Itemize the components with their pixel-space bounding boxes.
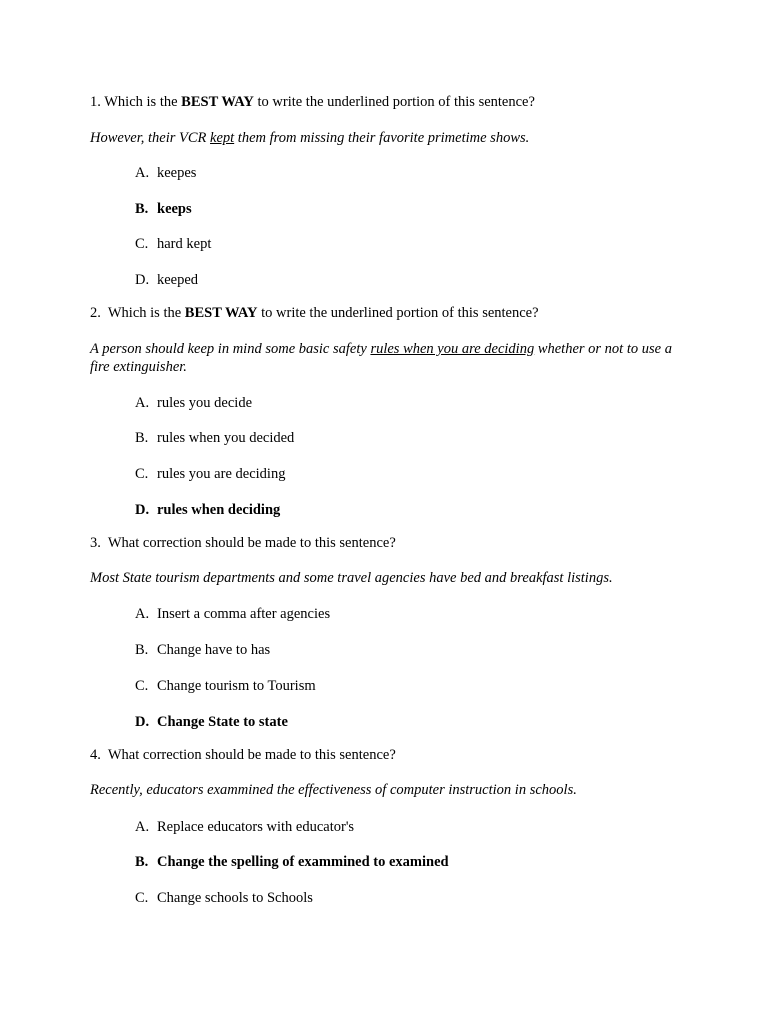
prompt-emphasis: BEST WAY <box>181 94 254 110</box>
option-text: Change the spelling of exammined to examined <box>157 854 449 870</box>
q2-option-c <box>135 465 285 483</box>
option-text: Change State to state <box>157 714 288 730</box>
option-text: Change schools to Schools <box>157 890 313 906</box>
q1-option-b-correct <box>135 200 192 218</box>
q3-option-c <box>135 677 316 695</box>
prompt-text: Which is the <box>104 94 182 110</box>
option-letter: A. <box>135 819 150 835</box>
question-number: 4. <box>90 747 101 763</box>
q1-option-a <box>135 164 196 182</box>
option-text: rules when you decided <box>157 430 295 446</box>
option-text: Insert a comma after agencies <box>157 606 331 622</box>
prompt-emphasis: BEST WAY <box>184 305 258 321</box>
prompt-text: to write the underlined portion of this sentence? <box>253 94 535 110</box>
sentence-text: whether or not to use a fire extinguisher. <box>90 341 672 375</box>
option-letter: B. <box>135 430 149 446</box>
q4-option-a <box>135 818 354 836</box>
question-3-sentence: Most State tourism departments and some travel agencies have bed and breakfast listings. <box>90 570 613 586</box>
option-letter: B. <box>135 201 149 217</box>
prompt-text: What correction should be made to this sentence? <box>107 535 396 551</box>
underlined-portion: rules when you are deciding <box>370 341 535 357</box>
q3-option-a <box>135 605 330 623</box>
option-text: Replace educators with educator's <box>157 819 355 835</box>
option-letter: C. <box>135 890 149 906</box>
question-number: 1. <box>90 94 101 110</box>
option-letter: C. <box>135 678 149 694</box>
sentence-text: them from missing their favorite primetime shows. <box>234 130 530 146</box>
question-3-prompt <box>90 534 396 552</box>
question-number: 3. <box>90 535 101 551</box>
option-text: rules you decide <box>157 395 253 411</box>
option-letter: A. <box>135 395 150 411</box>
q1-option-d <box>135 271 198 289</box>
q3-option-b <box>135 641 270 659</box>
sentence-text: A person should keep in mind some basic safety <box>90 341 371 357</box>
question-2-prompt <box>90 304 539 322</box>
option-text: rules you are deciding <box>157 466 286 482</box>
question-2-sentence <box>90 340 675 376</box>
option-text: Change tourism to Tourism <box>157 678 316 694</box>
option-text: Change have to has <box>157 642 271 658</box>
question-4-sentence: Recently, educators exammined the effectiveness of computer instruction in schools. <box>90 782 577 798</box>
option-letter: A. <box>135 165 150 181</box>
q1-option-c <box>135 235 211 253</box>
question-1-prompt <box>90 93 535 111</box>
option-letter: C. <box>135 466 149 482</box>
prompt-text: to write the underlined portion of this sentence? <box>257 305 539 321</box>
option-letter: B. <box>135 854 149 870</box>
sentence-text: However, their VCR <box>90 130 211 146</box>
q4-option-c <box>135 889 313 907</box>
q2-option-d-correct <box>135 501 280 519</box>
question-number: 2. <box>90 305 101 321</box>
option-text: keeps <box>157 201 192 217</box>
q2-option-a <box>135 394 252 412</box>
option-letter: A. <box>135 606 150 622</box>
option-text: hard kept <box>157 236 212 252</box>
option-letter: C. <box>135 236 149 252</box>
q2-option-b <box>135 429 294 447</box>
q4-option-b-correct <box>135 853 449 871</box>
option-text: keepes <box>157 165 197 181</box>
option-letter: D. <box>135 272 150 288</box>
option-letter: D. <box>135 714 150 730</box>
option-text: rules when deciding <box>157 502 281 518</box>
question-1-sentence <box>90 129 529 147</box>
option-text: keeped <box>157 272 199 288</box>
question-4-prompt <box>90 746 396 764</box>
q3-option-d-correct <box>135 713 288 731</box>
prompt-text: What correction should be made to this sentence? <box>107 747 396 763</box>
prompt-text: Which is the <box>107 305 185 321</box>
option-letter: B. <box>135 642 149 658</box>
option-letter: D. <box>135 502 150 518</box>
underlined-portion: kept <box>210 130 235 146</box>
